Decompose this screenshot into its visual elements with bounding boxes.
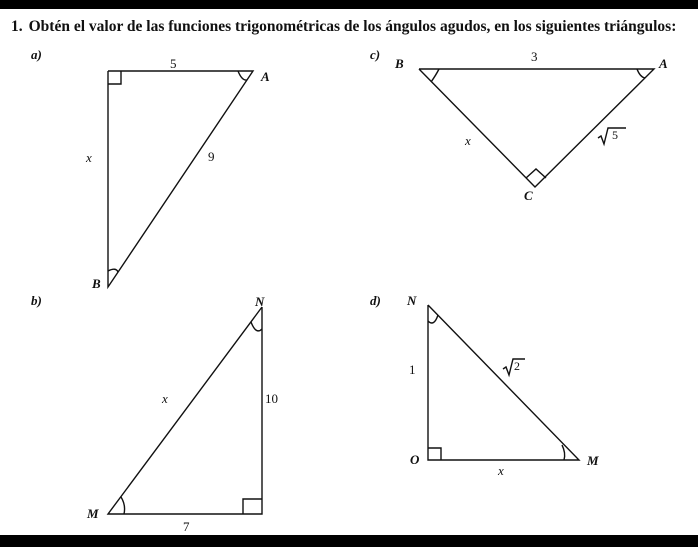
triangle-b-vertex-M: M	[87, 506, 99, 521]
triangle-d	[428, 305, 579, 460]
triangle-a	[108, 71, 253, 287]
triangle-a-side-hyp: 9	[208, 149, 215, 164]
triangle-a-side-left: x	[86, 150, 92, 165]
triangle-b-angle-N-arc	[251, 322, 262, 331]
triangle-a-angle-B-arc	[108, 269, 118, 272]
triangle-b-outline	[108, 307, 262, 514]
worksheet-page	[0, 9, 698, 535]
triangle-b-side-right: 10	[265, 391, 278, 406]
triangle-d-angle-M-arc	[562, 445, 565, 460]
triangle-c-side-right-radicand: 5	[612, 128, 618, 142]
part-a-label: a)	[31, 47, 42, 62]
triangle-d-side-hyp-radicand: 2	[514, 359, 520, 373]
triangle-a-side-top: 5	[170, 56, 177, 71]
triangle-c-side-top: 3	[531, 49, 538, 64]
triangle-c-right-angle-mark	[526, 169, 546, 178]
triangle-d-outline	[428, 305, 579, 460]
problem-number: 1.	[11, 18, 23, 35]
triangle-b-right-angle-mark	[243, 499, 262, 514]
triangle-a-vertex-A: A	[261, 69, 270, 84]
triangle-c-angle-A-arc	[637, 69, 645, 78]
triangle-c-vertex-A: A	[659, 56, 668, 71]
triangle-b	[108, 307, 262, 514]
problem-text: Obtén el valor de las funciones trigonométricas de los ángulos agudos, en los siguientes triángulos:	[28, 18, 677, 35]
triangle-d-vertex-O: O	[410, 452, 420, 467]
triangle-c-side-left: x	[465, 133, 471, 148]
triangle-b-side-hyp: x	[162, 391, 168, 406]
triangle-c-angle-B-arc	[431, 69, 439, 82]
triangle-a-right-angle-mark	[108, 71, 121, 84]
triangle-d-angle-N-arc	[428, 315, 438, 323]
triangle-d-right-angle-mark	[428, 448, 441, 460]
triangle-b-vertex-N: N	[255, 294, 265, 309]
triangle-a-outline	[108, 71, 253, 287]
triangle-b-side-bottom: 7	[183, 519, 190, 534]
triangle-d-side-bottom: x	[498, 463, 504, 478]
part-d-label: d)	[370, 293, 381, 308]
triangle-d-side-left: 1	[409, 362, 416, 377]
triangle-d-vertex-M: M	[587, 453, 599, 468]
part-c-label: c)	[370, 47, 381, 62]
triangle-a-vertex-B: B	[92, 276, 101, 291]
part-b-label: b)	[31, 293, 42, 308]
triangle-d-vertex-N: N	[407, 293, 417, 308]
triangle-c-vertex-B: B	[395, 56, 404, 71]
triangle-a-angle-A-arc	[238, 71, 247, 80]
triangle-c-vertex-C: C	[524, 188, 533, 203]
triangle-b-angle-M-arc	[121, 497, 125, 514]
